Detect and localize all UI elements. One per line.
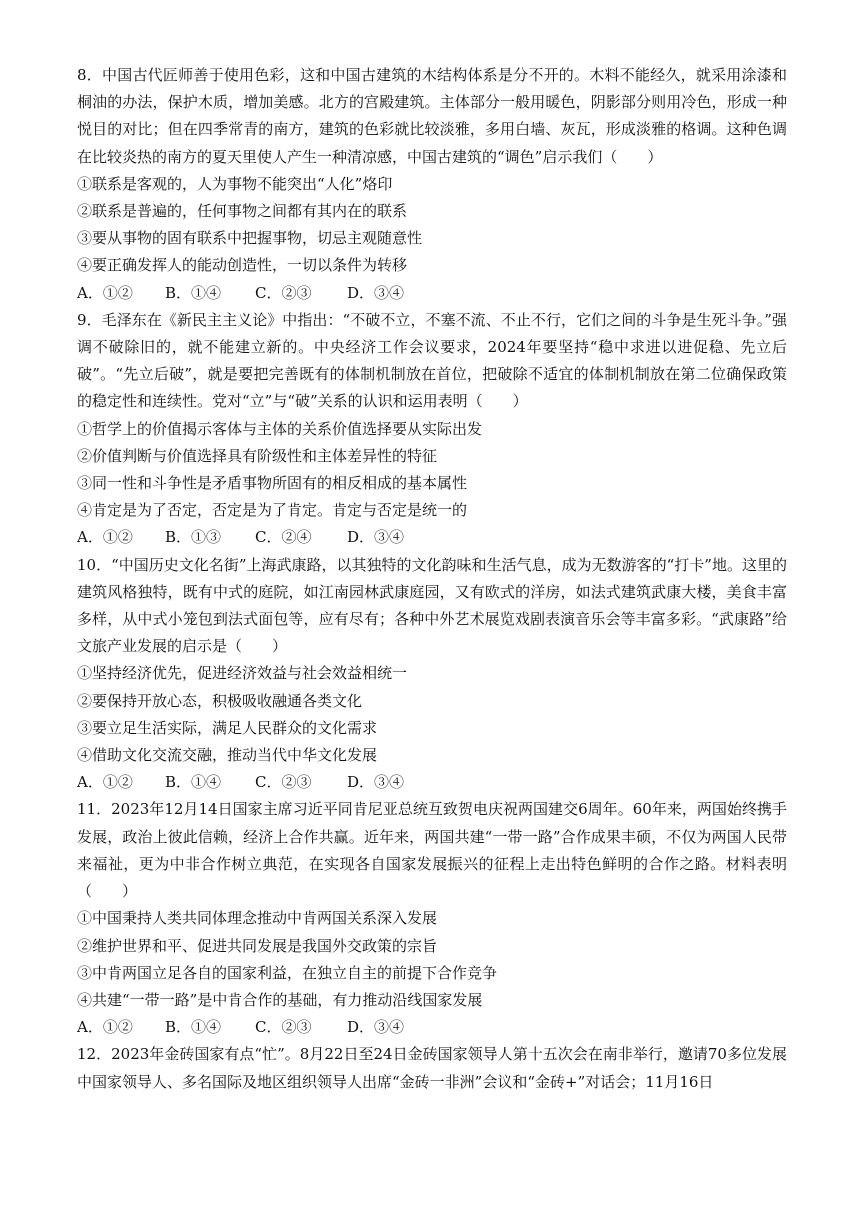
- question-number: 12．: [77, 1045, 112, 1064]
- answer-choice-a[interactable]: A．①②: [77, 283, 133, 302]
- option-2: ②维护世界和平、促进共同发展是我国外交政策的宗旨: [77, 936, 438, 955]
- option-4: ④要正确发挥人的能动创造性，一切以条件为转移: [77, 256, 408, 275]
- question-number: 11．: [77, 800, 112, 819]
- option-3: ③中肯两国立足各自的国家利益，在独立自主的前提下合作竞争: [77, 963, 498, 982]
- answer-choices: [77, 280, 787, 307]
- answer-choice-c[interactable]: C．②④: [255, 528, 312, 547]
- option-3: ③要从事物的固有联系中把握事物，切忌主观随意性: [77, 229, 423, 248]
- option-1: ①中国秉持人类共同体理念推动中肯两国关系深入发展: [77, 909, 438, 928]
- question-stem: [77, 796, 787, 905]
- answer-choices: [77, 769, 787, 796]
- option-3: ③要立足生活实际，满足人民群众的文化需求: [77, 718, 378, 737]
- answer-choice-b[interactable]: B．①③: [165, 528, 222, 547]
- question-text: 2023年12月14日国家主席习近平同肯尼亚总统互致贺电庆祝两国建交6周年。60年来，两国始终携手发展，政治上彼此信赖，经济上合作共赢。近年来，两国共建“一带一路”合作成果丰硕，不仅为两国人民带来福祉，更为中非合作树立典范，在实现各自国家发展振兴的征程上走出特色鲜明的合作之路。材料表明（ ）: [77, 800, 788, 901]
- answer-choice-d[interactable]: D．③④: [347, 283, 405, 302]
- question-number: 10．: [77, 555, 112, 574]
- answer-choice-b[interactable]: B．①④: [165, 283, 222, 302]
- question-10: [77, 552, 787, 797]
- option-4: ④借助文化交流交融，推动当代中华文化发展: [77, 746, 378, 765]
- answer-choice-a[interactable]: A．①②: [77, 528, 133, 547]
- option-1: ①联系是客观的，人为事物不能突出“人化”烙印: [77, 174, 393, 193]
- option-1: ①坚持经济优先，促进经济效益与社会效益相统一: [77, 664, 408, 683]
- answer-choice-b[interactable]: B．①④: [165, 773, 222, 792]
- option-4: ④肯定是为了否定，否定是为了肯定。肯定与否定是统一的: [77, 501, 468, 520]
- question-11: [77, 796, 787, 1041]
- option-4: ④共建“一带一路”是中肯合作的基础，有力推动沿线国家发展: [77, 990, 483, 1009]
- question-stem: [77, 552, 787, 661]
- answer-choice-c[interactable]: C．②③: [255, 283, 312, 302]
- option-2: ②联系是普遍的，任何事物之间都有其内在的联系: [77, 202, 408, 221]
- question-number: 8．: [77, 66, 102, 84]
- option-1: ①哲学上的价值揭示客体与主体的关系价值选择要从实际出发: [77, 419, 483, 438]
- answer-choice-c[interactable]: C．②③: [255, 1018, 312, 1037]
- answer-choice-d[interactable]: D．③④: [347, 528, 405, 547]
- answer-choice-a[interactable]: A．①②: [77, 1018, 133, 1037]
- question-stem: [77, 62, 787, 171]
- question-text: 2023年金砖国家有点“忙”。8月22日至24日金砖国家领导人第十五次会在南非举行，邀请70多位发展中国家领导人、多名国际及地区组织领导人出席“金砖一非洲”会议和“金砖+”对话会；11月16日: [77, 1045, 787, 1091]
- option-2: ②价值判断与价值选择具有阶级性和主体差异性的特征: [77, 446, 438, 465]
- question-text: 毛泽东在《新民主主义论》中指出：“不破不立，不塞不流、不止不行，它们之间的斗争是生死斗争。”强调不破除旧的，就不能建立新的。中央经济工作会议要求，2024年要坚持“稳中求进以进促稳、先立后破”。“先立后破”，就是要把完善既有的体制机制放在首位，把破除不适宜的体制机制放在第二位确保政策的稳定性和连续性。党对“立”与“破”关系的认识和运用表明（ ）: [77, 310, 787, 411]
- answer-choice-c[interactable]: C．②③: [255, 773, 312, 792]
- answer-choice-b[interactable]: B．①④: [165, 1018, 222, 1037]
- question-stem: [77, 307, 787, 416]
- question-12: [77, 1041, 787, 1095]
- question-8: [77, 62, 787, 307]
- exam-page: [77, 62, 787, 1096]
- question-number: 9．: [77, 310, 102, 329]
- answer-choices: [77, 524, 787, 551]
- option-2: ②要保持开放心态，积极吸收融通各类文化: [77, 691, 363, 710]
- question-text: 中国古代匠师善于使用色彩，这和中国古建筑的木结构体系是分不开的。木料不能经久，就采用涂漆和桐油的办法，保护木质，增加美感。北方的宫殿建筑。主体部分一般用暖色，阴影部分则用冷色，形成一种悦目的对比；但在四季常青的南方，建筑的色彩就比较淡雅，多用白墙、灰瓦，形成淡雅的格调。这种色调在比较炎热的南方的夏天里使人产生一种清凉感，中国古建筑的“调色”启示我们（ ）: [77, 66, 787, 166]
- question-9: [77, 307, 787, 552]
- question-stem: [77, 1041, 787, 1095]
- option-3: ③同一性和斗争性是矛盾事物所固有的相反相成的基本属性: [77, 474, 468, 493]
- answer-choice-d[interactable]: D．③④: [347, 1018, 405, 1037]
- answer-choices: [77, 1014, 787, 1041]
- answer-choice-d[interactable]: D．③④: [347, 773, 405, 792]
- question-text: “中国历史文化名街”上海武康路，以其独特的文化韵味和生活气息，成为无数游客的“打卡”地。这里的建筑风格独特，既有中式的庭院，如江南园林武康庭园，又有欧式的洋房，如法式建筑武康大楼，美食丰富多样，从中式小笼包到法式面包等，应有尽有；各种中外艺术展览戏剧表演音乐会等丰富多彩。“武康路”给文旅产业发展的启示是（ ）: [77, 555, 787, 656]
- answer-choice-a[interactable]: A．①②: [77, 773, 133, 792]
